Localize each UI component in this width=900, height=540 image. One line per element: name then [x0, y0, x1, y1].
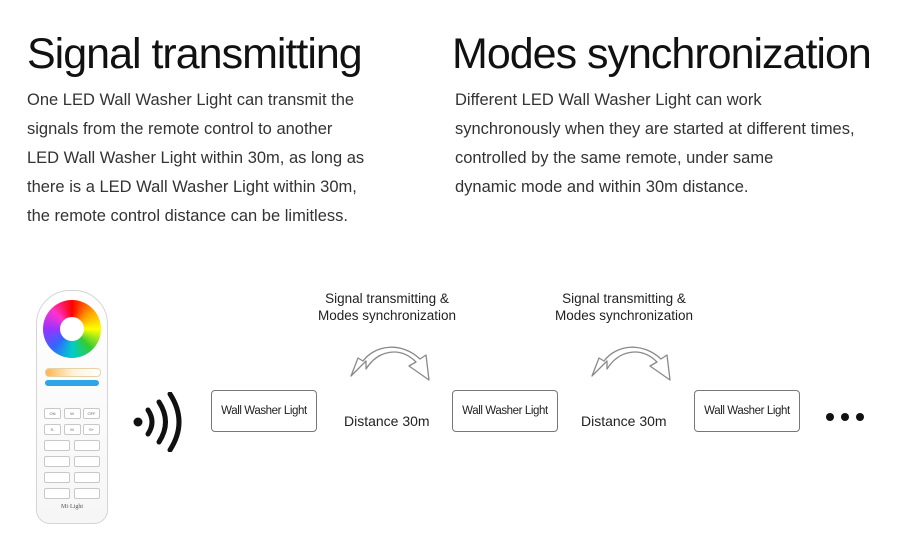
description-line: Different LED Wall Washer Light can work — [455, 91, 762, 109]
remote-button-grid — [44, 408, 100, 504]
caption-line: Modes synchronization — [317, 308, 457, 323]
description-line: controlled by the same remote, under same — [455, 149, 774, 167]
remote-zone-button — [74, 456, 100, 467]
color-temperature-slider — [45, 368, 101, 377]
signal-transmitting-description — [27, 86, 364, 231]
modes-synchronization-title: Modes synchronization — [452, 30, 871, 78]
modes-synchronization-description — [455, 86, 855, 202]
remote-button-row — [44, 424, 100, 435]
distance-label: Distance 30m — [581, 413, 667, 429]
caption-line: Signal transmitting & — [562, 291, 686, 306]
remote-zone-button — [74, 440, 100, 451]
remote-zone-button — [44, 440, 70, 451]
transmission-caption — [539, 290, 709, 324]
wireless-signal-icon — [132, 392, 184, 452]
remote-zone-row — [44, 488, 100, 499]
transmission-caption — [302, 290, 472, 324]
description-line: the remote control distance can be limitless. — [27, 207, 348, 225]
wall-washer-light-box: Wall Washer Light — [211, 390, 317, 432]
remote-zone-button — [74, 472, 100, 483]
remote-zone-row — [44, 472, 100, 483]
remote-zone-button — [44, 456, 70, 467]
ellipsis-icon — [826, 413, 864, 421]
remote-zone-row — [44, 440, 100, 451]
curved-arrow-icon — [348, 340, 432, 384]
remote-zone-button — [44, 472, 70, 483]
remote-zone-button — [44, 488, 70, 499]
remote-speed-up-button: S+ — [83, 424, 100, 435]
ellipsis-dot — [841, 413, 849, 421]
curved-arrow-icon — [589, 340, 673, 384]
remote-zone-button — [74, 488, 100, 499]
remote-mode-button: M — [64, 424, 81, 435]
ellipsis-dot — [826, 413, 834, 421]
description-line: synchronously when they are started at different times, — [455, 120, 855, 138]
ellipsis-dot — [856, 413, 864, 421]
description-line: dynamic mode and within 30m distance. — [455, 178, 749, 196]
description-line: LED Wall Washer Light within 30m, as long as — [27, 149, 365, 167]
wall-washer-light-box: Wall Washer Light — [452, 390, 558, 432]
signal-transmitting-title: Signal transmitting — [27, 30, 362, 78]
description-line: signals from the remote control to another — [27, 120, 333, 138]
remote-speed-down-button: S- — [44, 424, 61, 435]
remote-on-button: ON — [44, 408, 61, 419]
description-line: One LED Wall Washer Light can transmit the — [27, 91, 355, 109]
remote-off-button: OFF — [83, 408, 100, 419]
remote-brand-logo: Mi·Light — [61, 504, 83, 510]
remote-control-image — [36, 290, 108, 524]
remote-zone-row — [44, 456, 100, 467]
wall-washer-light-box: Wall Washer Light — [694, 390, 800, 432]
description-line: there is a LED Wall Washer Light within 30m, — [27, 178, 357, 196]
remote-button-row — [44, 408, 100, 419]
caption-line: Modes synchronization — [554, 308, 694, 323]
caption-line: Signal transmitting & — [325, 291, 449, 306]
brightness-slider — [45, 380, 99, 386]
remote-white-button: W — [64, 408, 81, 419]
distance-label: Distance 30m — [344, 413, 430, 429]
color-wheel — [43, 300, 101, 358]
